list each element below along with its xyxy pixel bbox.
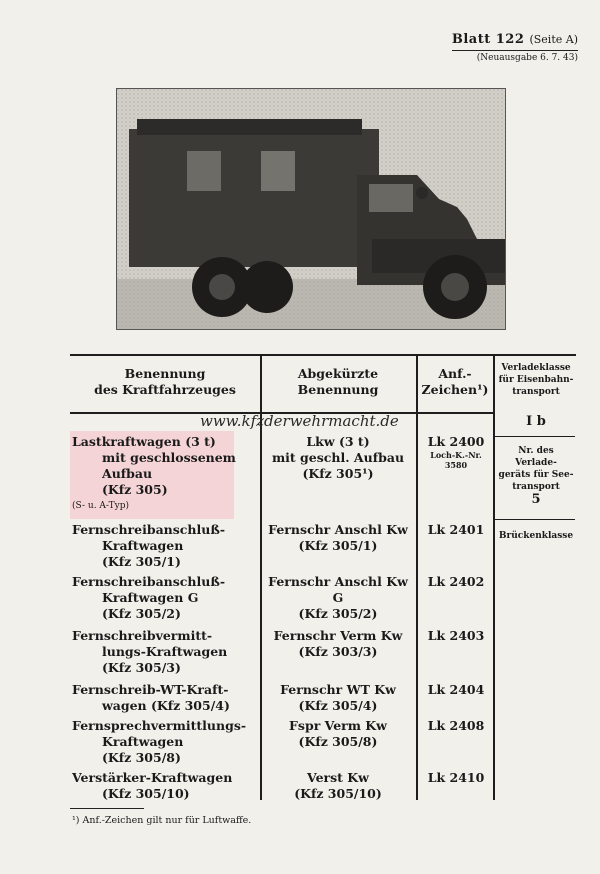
row7-code: Lk 2410: [427, 770, 485, 785]
row1-abbr-line2: mit geschl. Aufbau: [271, 450, 405, 465]
row6-name-line3: (Kfz 305/8): [102, 750, 181, 765]
truck-photo-icon: [117, 89, 505, 329]
row5-name-line2: wagen (Kfz 305/4): [102, 698, 230, 713]
row3-abbr: [262, 574, 414, 622]
row6-abbr: [262, 718, 414, 750]
header-col1-line2: des Kraftfahrzeuges: [94, 382, 236, 397]
row3-name: [72, 574, 262, 622]
side-rule-2: [495, 519, 575, 520]
row1-name-line3: Aufbau: [102, 466, 153, 481]
row1-name-line1: Lastkraftwagen (3 t): [72, 434, 216, 449]
table-top-rule: [70, 354, 576, 356]
side3-line1: Brückenklasse: [498, 531, 574, 541]
header-col3-line2: Zeichen¹): [421, 382, 489, 397]
side2-line2: geräts für See-: [498, 470, 574, 480]
header-zeichen: [418, 366, 492, 398]
row3-code: Lk 2402: [427, 574, 485, 589]
sheet-header: [452, 28, 578, 63]
row4-name: [72, 628, 262, 676]
row2-name-line1: Fernschreibanschluß-: [72, 522, 226, 537]
row4-name-line2: lungs-Kraftwagen: [102, 644, 228, 659]
header-col3-line1: Anf.-: [438, 366, 472, 381]
row4-abbr: [262, 628, 414, 660]
row1-abbr: [262, 434, 414, 482]
header-abbreviated: [262, 366, 414, 398]
row6-abbr-line2: (Kfz 305/8): [298, 734, 378, 749]
row2-code: Lk 2401: [427, 522, 485, 537]
side1-line1: Verladeklasse: [501, 363, 571, 373]
row6-abbr-line1: Fspr Verm Kw: [289, 718, 387, 733]
row4-name-line3: (Kfz 305/3): [102, 660, 181, 675]
footnote-rule: [70, 808, 144, 809]
truck-photo: [116, 88, 506, 330]
row2-abbr-line1: Fernschr Anschl Kw: [268, 522, 408, 537]
side-rule-1: [495, 436, 575, 437]
row7-abbr-line1: Verst Kw: [307, 770, 369, 785]
row3-abbr-line2: (Kfz 305/2): [298, 606, 378, 621]
side1-line3: transport: [512, 387, 560, 397]
side-header-rail: [496, 362, 576, 398]
side1-line2: für Eisenbahn-: [498, 375, 574, 385]
side2-line3: transport: [512, 482, 560, 492]
header-col2-line1: Abgekürzte: [297, 366, 379, 381]
footnote: ¹) Anf.-Zeichen gilt nur für Luftwaffe.: [72, 815, 252, 826]
row4-abbr-line1: Fernschr Verm Kw: [273, 628, 403, 643]
header-rule: [452, 50, 578, 51]
header-col1-line1: Benennung: [124, 366, 206, 381]
row5-abbr-line1: Fernschr WT Kw: [280, 682, 396, 697]
row6-name-line1: Fernsprechvermittlungs-: [72, 718, 247, 733]
row6-name: [72, 718, 262, 766]
row2-name-line2: Kraftwagen: [102, 538, 184, 553]
side2-line1: Nr. des Verlade-: [515, 446, 557, 468]
row3-name-line1: Fernschreibanschluß-: [72, 574, 226, 589]
watermark-url: www.kfzderwehrmacht.de: [200, 412, 399, 430]
row3-abbr-line1: Fernschr Anschl Kw G: [268, 574, 408, 605]
row1-abbr-line3: (Kfz 305¹): [302, 466, 374, 481]
row4-abbr-line2: (Kfz 303/3): [298, 644, 378, 659]
row2-abbr: [262, 522, 414, 554]
sheet-side: (Seite A): [529, 33, 578, 46]
sheet-number: Blatt 122: [451, 32, 525, 47]
side-value-rail: I b: [526, 414, 546, 429]
row2-abbr-line2: (Kfz 305/1): [298, 538, 378, 553]
header-col2-line2: Benennung: [297, 382, 379, 397]
header-benennung: [72, 366, 258, 398]
row5-abbr-line2: (Kfz 305/4): [298, 698, 378, 713]
row5-name: [72, 682, 262, 714]
row4-name-line1: Fernschreibvermitt-: [72, 628, 213, 643]
row1-code-value: Lk 2400: [427, 434, 485, 449]
row7-name-line1: Verstärker-Kraftwagen: [72, 770, 233, 785]
row3-name-line3: (Kfz 305/2): [102, 606, 181, 621]
side-header-bridge: [496, 530, 576, 542]
row5-abbr: [262, 682, 414, 714]
side-value-sea: 5: [531, 492, 541, 507]
row7-abbr-line2: (Kfz 305/10): [294, 786, 382, 801]
row6-name-line2: Kraftwagen: [102, 734, 184, 749]
row7-name: [72, 770, 262, 802]
row6-code: Lk 2408: [427, 718, 485, 733]
row4-code: Lk 2403: [427, 628, 485, 643]
row1-name: [72, 434, 262, 514]
row1-name-line2: mit geschlossenem: [102, 450, 236, 465]
sheet-edition: (Neuausgabe 6. 7. 43): [476, 53, 578, 63]
row2-name: [72, 522, 262, 570]
row5-name-line1: Fernschreib-WT-Kraft-: [72, 682, 229, 697]
row2-name-line3: (Kfz 305/1): [102, 554, 181, 569]
row1-name-line4: (Kfz 305): [102, 482, 168, 497]
row7-abbr: [262, 770, 414, 802]
row1-name-note: (S- u. A-Typ): [72, 501, 130, 511]
side-header-sea: [496, 445, 576, 493]
row5-code: Lk 2404: [427, 682, 485, 697]
row3-name-line2: Kraftwagen G: [102, 590, 199, 605]
row1-abbr-line1: Lkw (3 t): [306, 434, 370, 449]
row1-code: [418, 434, 494, 470]
row1-code-note: Loch-K.-Nr. 3580: [430, 450, 482, 470]
row7-name-line2: (Kfz 305/10): [102, 786, 190, 801]
